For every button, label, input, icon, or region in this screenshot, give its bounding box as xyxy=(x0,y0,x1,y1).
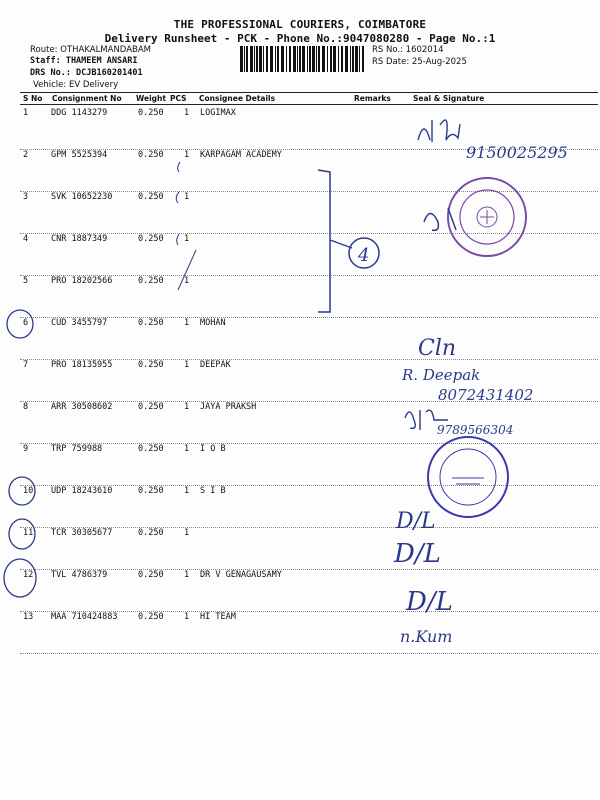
sig-row12: D/L xyxy=(406,587,453,617)
vehicle-label: Vehicle: EV Delivery xyxy=(33,80,119,90)
row-pcs: 1 xyxy=(184,528,190,538)
row-consignee: JAYA PRAKSH xyxy=(200,402,257,412)
barcode-bar xyxy=(322,46,325,72)
sig-row13: n.Kum xyxy=(400,627,453,646)
drs-label: DRS No.: DCJB160201401 xyxy=(30,68,143,78)
row-weight: 0.250 xyxy=(138,486,164,496)
barcode-bar xyxy=(263,46,264,72)
row-sno: 7 xyxy=(23,360,29,370)
table-row xyxy=(20,570,598,612)
barcode-bar xyxy=(299,46,301,72)
barcode-bar xyxy=(286,46,287,72)
barcode-bar xyxy=(330,46,332,72)
row-consignment-no: CNR 1887349 xyxy=(51,234,108,244)
row-weight: 0.250 xyxy=(138,150,164,160)
barcode-bar xyxy=(312,46,315,72)
row-pcs: 1 xyxy=(184,192,190,202)
barcode-bar xyxy=(244,46,245,72)
rs-number: RS No.: 1602014 xyxy=(372,45,444,55)
barcode-bar xyxy=(250,46,253,72)
table-row xyxy=(20,402,598,444)
table-row xyxy=(20,108,598,150)
row-pcs: 1 xyxy=(184,444,190,454)
sig-row7-name: R. Deepak xyxy=(402,366,481,384)
row-sno: 8 xyxy=(23,402,29,412)
barcode-bar xyxy=(270,46,273,72)
row-pcs: 1 xyxy=(184,402,190,412)
table-row xyxy=(20,318,598,360)
row-weight: 0.250 xyxy=(138,276,164,286)
barcode-bar xyxy=(289,46,291,72)
row-divider xyxy=(20,653,598,654)
row-consignment-no: TRP 759988 xyxy=(51,444,103,454)
row-pcs: 1 xyxy=(184,234,190,244)
table-row xyxy=(20,276,598,318)
row-weight: 0.250 xyxy=(138,570,164,580)
header-bottom-rule xyxy=(20,104,598,105)
row-consignee: DEEPAK xyxy=(200,360,231,370)
barcode-bar xyxy=(338,46,339,72)
barcode-bar xyxy=(350,46,351,72)
row-sno: 2 xyxy=(23,150,29,160)
barcode-bar xyxy=(327,46,328,72)
row-weight: 0.250 xyxy=(138,528,164,538)
row-weight: 0.250 xyxy=(138,318,164,328)
row-pcs: 1 xyxy=(184,150,190,160)
row-pcs: 1 xyxy=(184,612,190,622)
row-consignee: DR V GENAGAUSAMY xyxy=(200,570,282,580)
barcode-bar xyxy=(355,46,358,72)
row-weight: 0.250 xyxy=(138,402,164,412)
barcode-bar xyxy=(293,46,296,72)
row-pcs: 1 xyxy=(184,318,190,328)
table-row xyxy=(20,528,598,570)
barcode-bar xyxy=(266,46,268,72)
row-sno: 10 xyxy=(23,486,34,496)
sig-row6: Cln xyxy=(418,336,457,361)
row-consignment-no: UDP 18243610 xyxy=(51,486,113,496)
header-top-rule xyxy=(20,92,598,93)
table-row xyxy=(20,234,598,276)
col-remarks: Remarks xyxy=(354,94,391,103)
barcode-bar xyxy=(359,46,360,72)
sig-row8-phone: 9789566304 xyxy=(437,423,514,437)
row-weight: 0.250 xyxy=(138,360,164,370)
barcode-bar xyxy=(362,46,364,72)
row-consignee: S I B xyxy=(200,486,226,496)
barcode-bar xyxy=(307,46,308,72)
row-pcs: 1 xyxy=(184,276,190,286)
row-consignment-no: MAA 710424883 xyxy=(51,612,118,622)
row-consignment-no: ARR 30508602 xyxy=(51,402,113,412)
barcode-bar xyxy=(341,46,343,72)
row-consignment-no: PRO 18202566 xyxy=(51,276,113,286)
row-consignment-no: PRO 18135955 xyxy=(51,360,113,370)
barcode-bar xyxy=(309,46,311,72)
row-pcs: 1 xyxy=(184,486,190,496)
row-pcs: 1 xyxy=(184,108,190,118)
row-consignment-no: GPM 5525394 xyxy=(51,150,108,160)
sig-row11: D/L xyxy=(394,539,441,569)
row-weight: 0.250 xyxy=(138,444,164,454)
barcode-bar xyxy=(240,46,243,72)
row-sno: 13 xyxy=(23,612,34,622)
bracket-count: 4 xyxy=(358,245,370,266)
col-pcs: PCS xyxy=(170,94,187,103)
col-consignee: Consignee Details xyxy=(199,94,276,103)
barcode-bar xyxy=(281,46,284,72)
barcode-bar xyxy=(277,46,279,72)
row-consignment-no: DDG 1143279 xyxy=(51,108,108,118)
barcode-bar xyxy=(275,46,276,72)
row-sno: 5 xyxy=(23,276,29,286)
row-consignment-no: TVL 4786379 xyxy=(51,570,108,580)
row-pcs: 1 xyxy=(184,570,190,580)
row-sno: 9 xyxy=(23,444,29,454)
row-consignee: LOGIMAX xyxy=(200,108,236,118)
runsheet-title: Delivery Runsheet - PCK - Phone No.:9047080280 - Page No.:1 xyxy=(104,32,496,45)
row-consignee: MOHAN xyxy=(200,318,226,328)
col-consignment: Consignment No xyxy=(52,94,122,103)
table-row xyxy=(20,444,598,486)
barcode-icon xyxy=(240,46,366,72)
row-weight: 0.250 xyxy=(138,234,164,244)
barcode-bar xyxy=(333,46,336,72)
row-weight: 0.250 xyxy=(138,192,164,202)
row-sno: 1 xyxy=(23,108,29,118)
col-sno: S No xyxy=(23,94,43,103)
barcode-bar xyxy=(246,46,248,72)
sig-row7-phone: 8072431402 xyxy=(438,386,534,404)
row-consignee: HI TEAM xyxy=(200,612,236,622)
row-sno: 4 xyxy=(23,234,29,244)
company-name: THE PROFESSIONAL COURIERS, COIMBATORE xyxy=(173,18,427,31)
table-row xyxy=(20,360,598,402)
barcode-bar xyxy=(297,46,298,72)
barcode-bar xyxy=(256,46,258,72)
barcode-bar xyxy=(259,46,262,72)
table-row xyxy=(20,150,598,192)
table-row xyxy=(20,192,598,234)
row-pcs: 1 xyxy=(184,360,190,370)
row-consignment-no: SVK 10652230 xyxy=(51,192,113,202)
col-seal-signature: Seal & Signature xyxy=(413,94,485,103)
barcode-bar xyxy=(318,46,320,72)
barcode-bar xyxy=(254,46,255,72)
barcode-bar xyxy=(316,46,317,72)
row-sno: 6 xyxy=(23,318,29,328)
row-consignee: I O B xyxy=(200,444,226,454)
staff-label: Staff: THAMEEM ANSARI xyxy=(30,56,138,66)
barcode-bar xyxy=(302,46,305,72)
rs-date: RS Date: 25-Aug-2025 xyxy=(372,57,467,67)
row-sno: 11 xyxy=(23,528,34,538)
col-weight: Weight xyxy=(136,94,166,103)
row-consignment-no: CUD 3455797 xyxy=(51,318,108,328)
row-consignment-no: TCR 30305677 xyxy=(51,528,113,538)
barcode-bar xyxy=(352,46,354,72)
row-weight: 0.250 xyxy=(138,108,164,118)
row-sno: 12 xyxy=(23,570,34,580)
sig-phone-row1: 9150025295 xyxy=(466,143,568,162)
route-label: Route: OTHAKALMANDABAM xyxy=(30,45,152,55)
row-weight: 0.250 xyxy=(138,612,164,622)
barcode-bar xyxy=(345,46,348,72)
table-row xyxy=(20,612,598,654)
sig-row10: D/L xyxy=(396,509,436,534)
row-consignee: KARPAGAM ACADEMY xyxy=(200,150,282,160)
table-row xyxy=(20,486,598,528)
row-sno: 3 xyxy=(23,192,29,202)
